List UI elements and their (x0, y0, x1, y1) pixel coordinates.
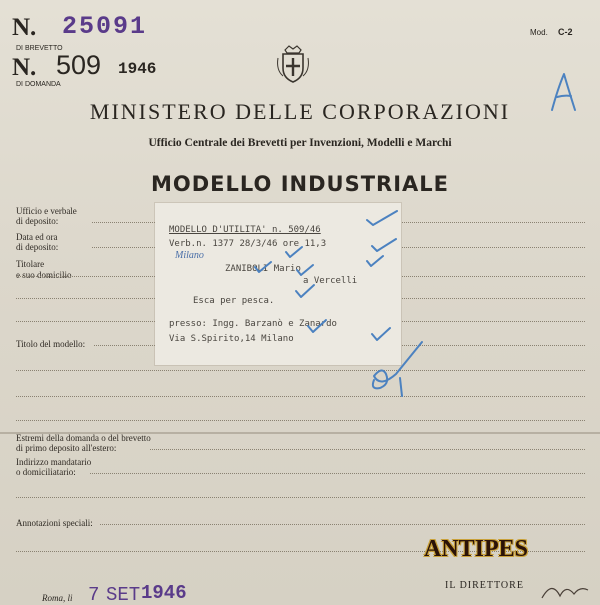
check-mark-icon (294, 262, 316, 278)
label-ufficio-line1: Ufficio e verbale (16, 206, 77, 216)
patent-number-sublabel: DI BREVETTO (16, 45, 63, 52)
dotted-line (16, 497, 585, 498)
label-indirizzo-line1: Indirizzo mandatario (16, 457, 92, 467)
director-title: IL DIRETTORE (445, 580, 524, 591)
form-code-label: Mod. (530, 28, 548, 37)
dotted-line (100, 524, 585, 525)
director-signature (536, 578, 592, 604)
slip-line-model-type: MODELLO D'UTILITA' n. 509/46 (169, 225, 321, 235)
label-ufficio-line2: di deposito: (16, 216, 59, 226)
office-subtitle: Ufficio Centrale dei Brevetti per Invenzioni, Modelli e Marchi (148, 137, 452, 149)
form-code-value: C-2 (558, 27, 573, 37)
slip-line-title: Esca per pesca. (193, 296, 275, 306)
slip-handwritten-note: Milano (175, 250, 204, 261)
dotted-line (16, 396, 585, 397)
label-estremi-line1: Estremi della domanda o del brevetto (16, 433, 151, 443)
dotted-line (16, 420, 585, 421)
slip-line-agent: presso: Ingg. Barzanò e Zanardo (169, 319, 337, 329)
patent-number-label: N. (12, 14, 37, 41)
application-number-label: N. (12, 54, 37, 81)
slip-line-city: a Vercelli (303, 276, 358, 286)
label-data-line1: Data ed ora (16, 232, 58, 242)
coat-of-arms-icon (275, 44, 311, 84)
slip-line-address: Via S.Spirito,14 Milano (169, 334, 294, 344)
check-mark-icon (364, 253, 386, 269)
place-label: Roma, li (42, 593, 73, 603)
check-mark-icon (252, 259, 274, 275)
check-mark-icon (364, 208, 400, 228)
application-year: 1946 (118, 60, 157, 78)
label-data-line2: di deposito: (16, 242, 59, 252)
check-mark-icon (369, 236, 399, 254)
application-number-value: 509 (56, 50, 102, 80)
check-mark-icon (305, 317, 329, 335)
dotted-line (16, 370, 585, 371)
label-titolo: Titolo del modello: (16, 339, 86, 349)
label-indirizzo-line2: o domiciliatario: (16, 467, 76, 477)
dotted-line (150, 449, 585, 450)
application-number-sublabel: DI DOMANDA (16, 81, 61, 88)
check-mark-icon (283, 244, 305, 260)
ministry-title: MINISTERO DELLE CORPORAZIONI (89, 99, 511, 124)
handwritten-scribble (366, 336, 428, 400)
label-titolare-line1: Titolare (16, 259, 45, 269)
slip-line-owner: ZANIBOLI Mario (225, 264, 301, 274)
label-estremi-line2: di primo deposito all'estero: (16, 443, 117, 453)
check-mark-icon (293, 282, 317, 300)
dotted-line (90, 473, 585, 474)
label-titolare-line2: e suo domicilio (16, 270, 72, 280)
date-day: 7 (88, 584, 100, 605)
slip-line-verbale: Verb.n. 1377 28/3/46 ore 11,3 (169, 239, 327, 249)
antipes-watermark: ANTIPES (424, 536, 529, 562)
date-month: SET (106, 584, 141, 605)
label-annotazioni: Annotazioni speciali: (16, 518, 93, 528)
form-title: MODELLO INDUSTRIALE (151, 172, 449, 196)
date-year: 1946 (141, 582, 187, 604)
patent-number-value: 25091 (62, 12, 148, 41)
